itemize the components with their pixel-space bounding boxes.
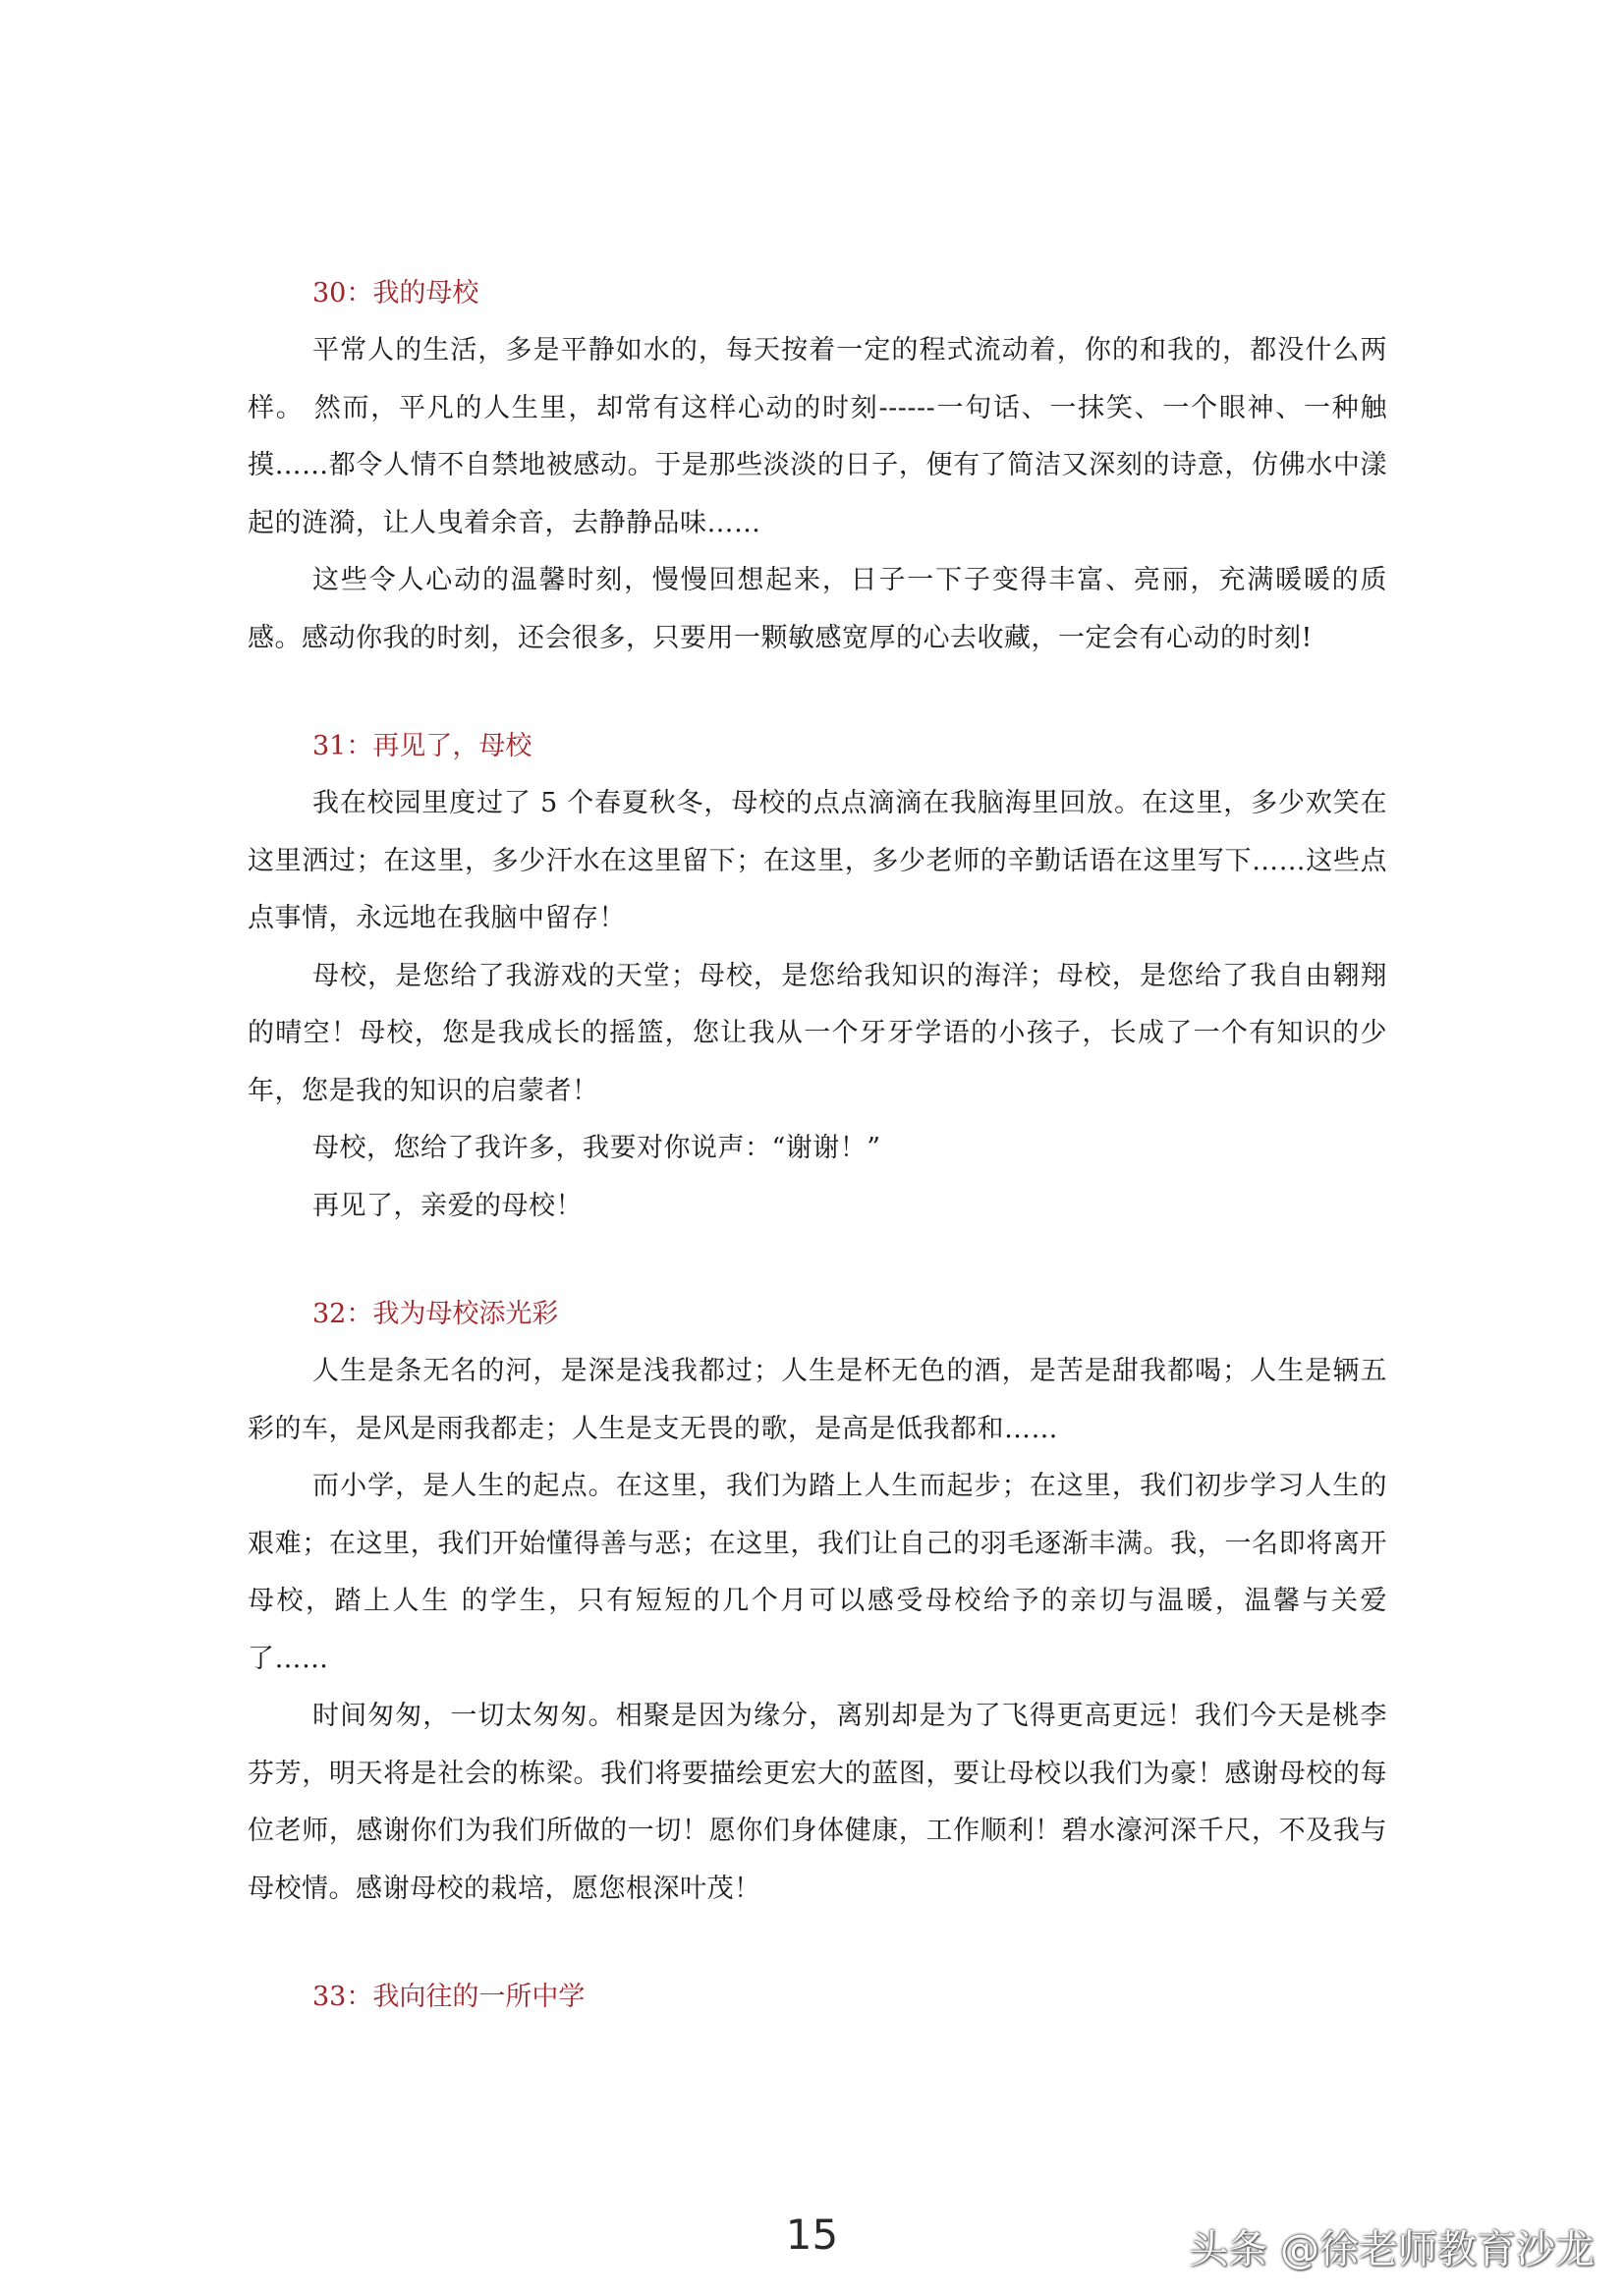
section-heading: 33：我向往的一所中学 [312, 1982, 586, 2012]
paragraph: 母校，您给了我许多，我要对你说声：“谢谢！” [312, 1133, 881, 1163]
section-30 [248, 265, 1387, 667]
paragraph: 再见了，亲爱的母校！ [312, 1190, 583, 1221]
section-32 [248, 1286, 1387, 1918]
paragraph: 而小学，是人生的起点。在这里，我们为踏上人生而起步；在这里，我们初步学习人生的艰难；在这里，我们开始懂得善与恶；在这里，我们让自己的羽毛逐渐丰满。我，一名即将离开母校，踏上人生 的学生，只有短短的几个月可以感受母校给予的亲切与温暖，温馨与关爱了…… [248, 1471, 1387, 1674]
page-number: 15 [785, 2211, 839, 2259]
watermark: 头条 @徐老师教育沙龙 [1189, 2227, 1595, 2272]
section-33 [248, 1969, 1387, 2026]
paragraph: 人生是条无名的河，是深是浅我都过；人生是杯无色的酒，是苦是甜我都喝；人生是辆五彩的车，是风是雨我都走；人生是支无畏的歌，是高是低我都和…… [248, 1356, 1387, 1444]
section-heading: 31：再见了，母校 [312, 731, 532, 761]
paragraph: 我在校园里度过了 5 个春夏秋冬，母校的点点滴滴在我脑海里回放。在这里，多少欢笑在这里洒过；在这里，多少汗水在这里留下；在这里，多少老师的辛勤话语在这里写下……这些点点事情，永远地在我脑中留存！ [248, 788, 1387, 933]
section-heading: 32：我为母校添光彩 [312, 1299, 559, 1329]
section-heading: 30：我的母校 [312, 278, 479, 308]
paragraph: 这些令人心动的温馨时刻，慢慢回想起来，日子一下子变得丰富、亮丽，充满暖暖的质感。感动你我的时刻，还会很多，只要用一颗敏感宽厚的心去收藏，一定会有心动的时刻! [248, 565, 1387, 653]
paragraph: 时间匆匆，一切太匆匆。相聚是因为缘分，离别却是为了飞得更高更远！我们今天是桃李芬芳，明天将是社会的栋梁。我们将要描绘更宏大的蓝图，要让母校以我们为豪！感谢母校的每位老师，感谢你们为我们所做的一切！愿你们身体健康，工作顺利！碧水濠河深千尺，不及我与母校情。感谢母校的栽培，愿您根深叶茂！ [248, 1701, 1387, 1904]
section-31 [248, 718, 1387, 1235]
page-content [248, 265, 1387, 2077]
paragraph: 母校，是您给了我游戏的天堂；母校，是您给我知识的海洋；母校，是您给了我自由翱翔的晴空！母校，您是我成长的摇篮，您让我从一个牙牙学语的小孩子，长成了一个有知识的少年，您是我的知识的启蒙者！ [248, 960, 1387, 1106]
paragraph: 平常人的生活，多是平静如水的，每天按着一定的程式流动着，你的和我的，都没什么两样。 然而，平凡的人生里，却常有这样心动的时刻------一句话、一抹笑、一个眼神、一种触摸……都令人情不自禁地被感动。于是那些淡淡的日子，便有了简洁又深刻的诗意，仿佛水中漾起的涟漪，让人曳着余音，去静静品味…… [248, 335, 1387, 538]
